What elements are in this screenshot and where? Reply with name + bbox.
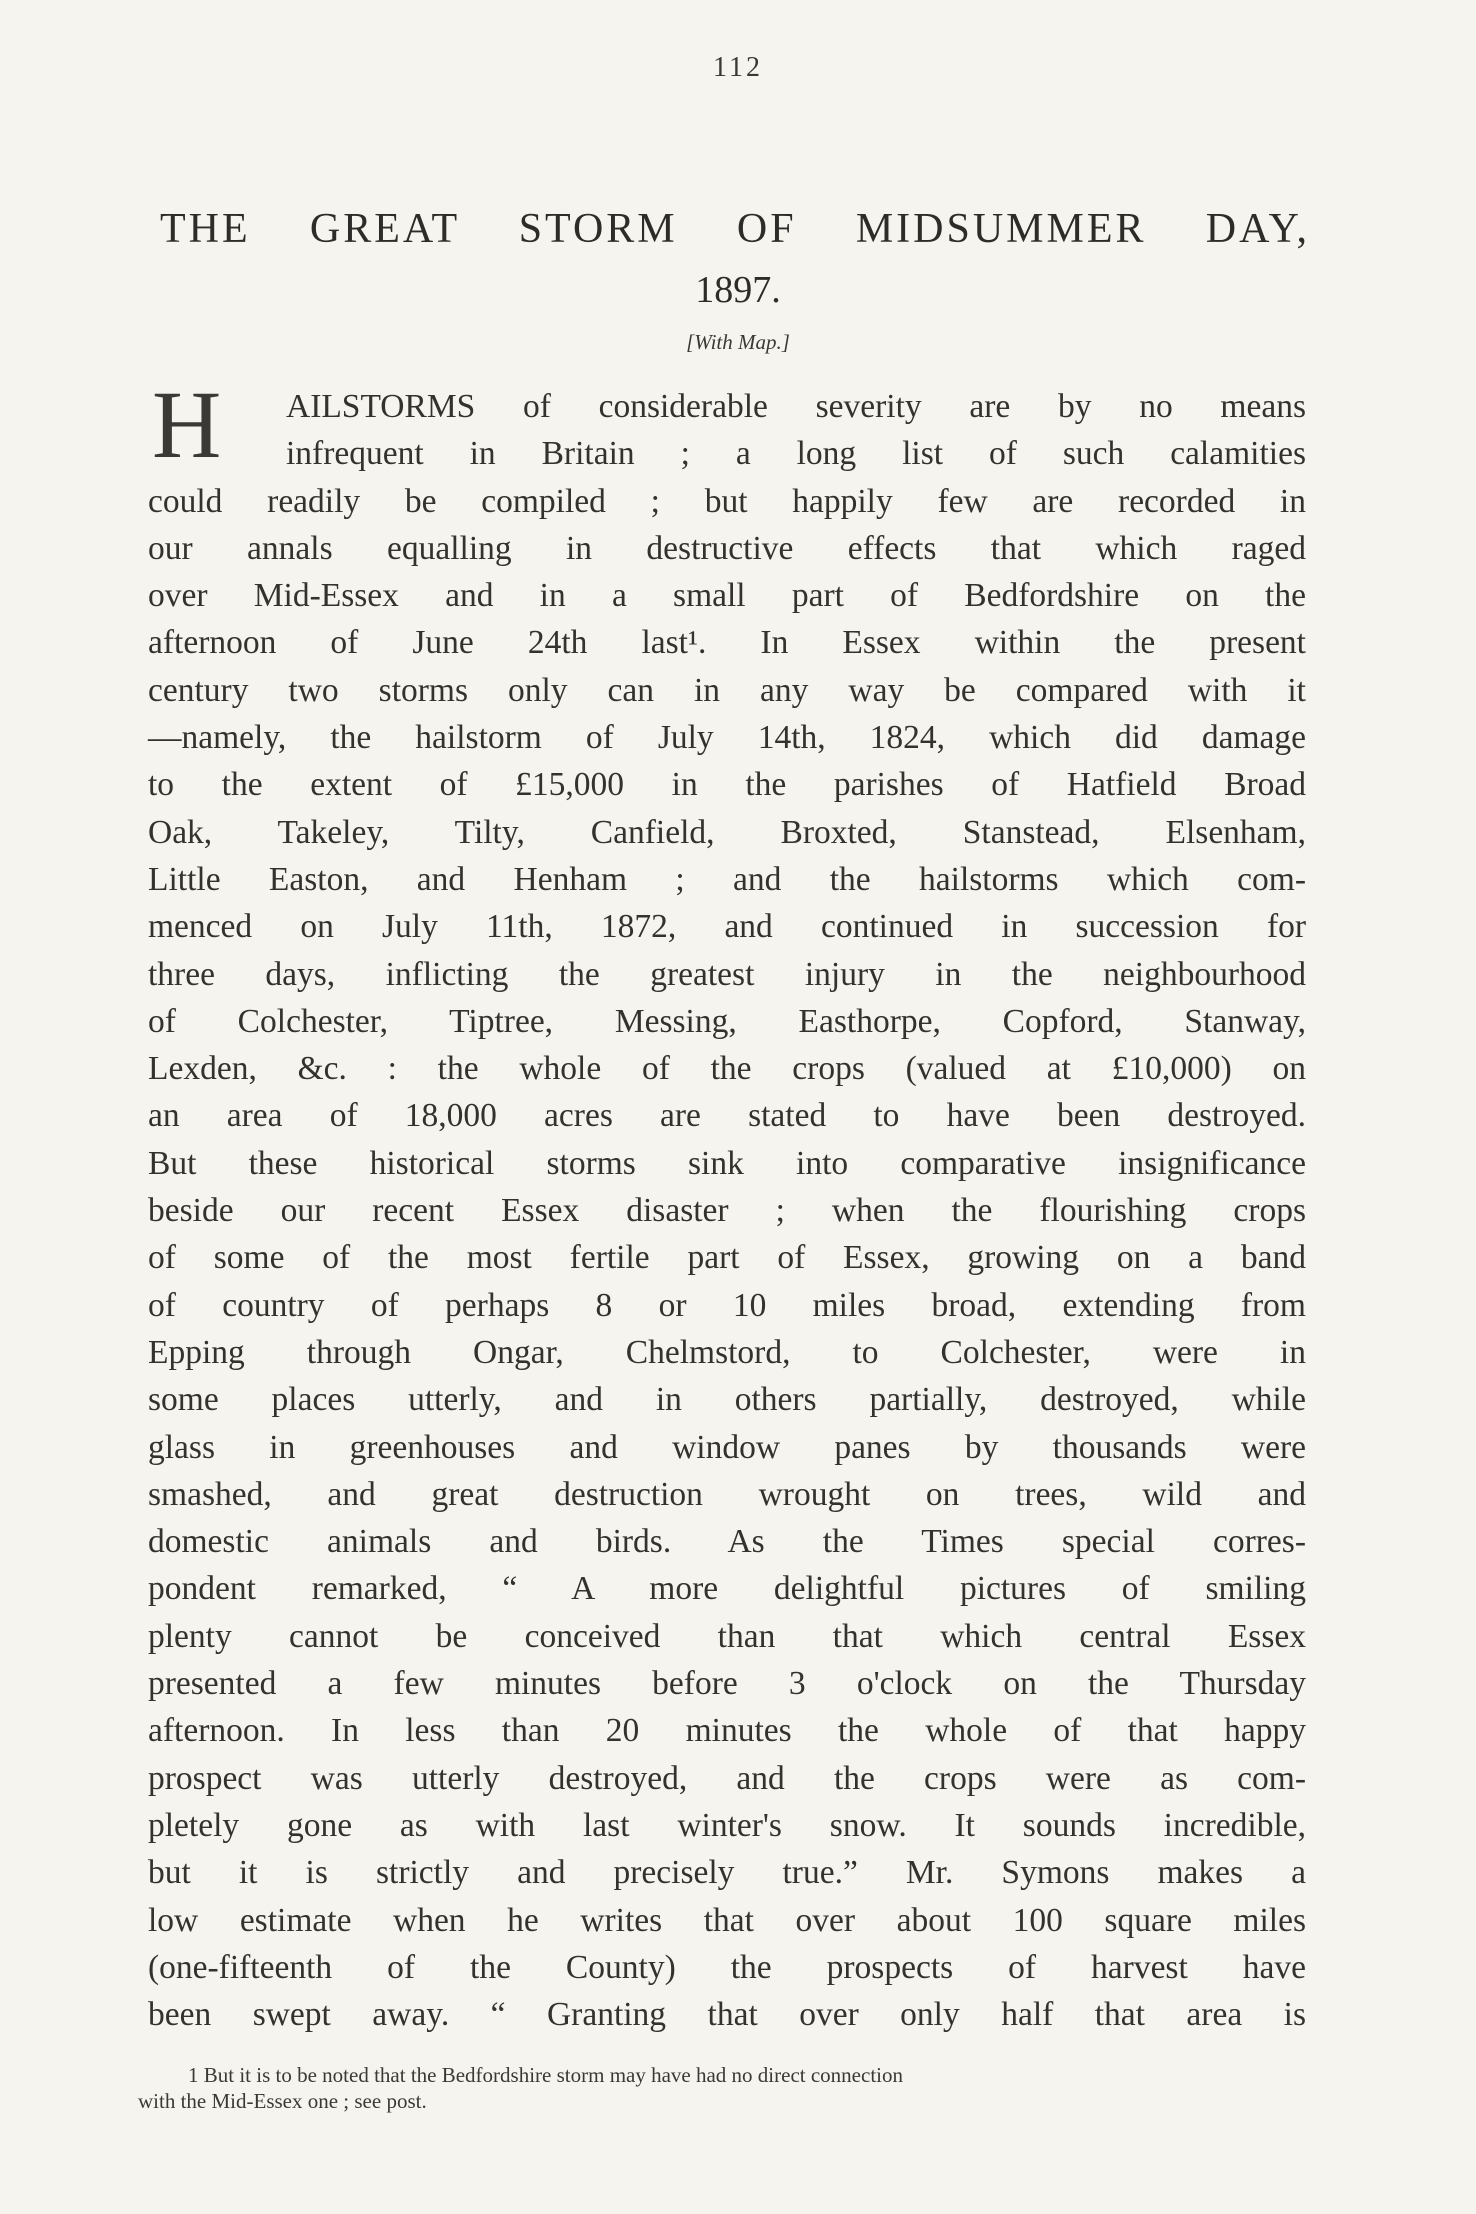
body-line: century two storms only can in any way be compared with it	[148, 671, 1306, 709]
article-subtitle: [With Map.]	[686, 330, 790, 354]
footnote	[138, 2062, 1288, 2114]
body-line: of country of perhaps 8 or 10 miles broad, extending from	[148, 1286, 1306, 1324]
body-line: pondent remarked, “ A more delightful pictures of smiling	[148, 1570, 1306, 1608]
article-title: THE GREAT STORM OF MIDSUMMER DAY,	[160, 206, 1310, 252]
body-line: infrequent in Britain ; a long list of such calamities	[286, 435, 1306, 473]
drop-cap: H	[152, 371, 222, 478]
page-number: 112	[713, 52, 763, 83]
body-line: But these historical storms sink into comparative insignificance	[148, 1144, 1306, 1182]
article-body	[148, 371, 1306, 2038]
body-line: Little Easton, and Henham ; and the hailstorms which com-	[148, 860, 1306, 898]
body-line: our annals equalling in destructive effects that which raged	[148, 529, 1306, 567]
body-line: —namely, the hailstorm of July 14th, 1824, which did damage	[148, 719, 1306, 757]
body-line: plenty cannot be conceived than that which central Essex	[148, 1617, 1306, 1655]
body-line: prospect was utterly destroyed, and the crops were as com-	[148, 1759, 1306, 1797]
footnote-line: with the Mid-Essex one ; see post.	[138, 2089, 427, 2113]
body-line: (one-fifteenth of the County) the prospects of harvest have	[148, 1948, 1306, 1986]
body-line: beside our recent Essex disaster ; when the flourishing crops	[148, 1192, 1306, 1230]
body-line: over Mid-Essex and in a small part of Bedfordshire on the	[148, 577, 1306, 615]
body-line: Lexden, &c. : the whole of the crops (valued at £10,000) on	[148, 1050, 1306, 1088]
body-line: domestic animals and birds. As the Times special corres-	[148, 1523, 1306, 1561]
body-line: of some of the most fertile part of Essex, growing on a band	[148, 1239, 1306, 1277]
body-line: presented a few minutes before 3 o'clock on the Thursday	[148, 1665, 1306, 1703]
body-line: menced on July 11th, 1872, and continued in succession for	[148, 908, 1306, 946]
body-line: been swept away. “ Granting that over only half that area is	[148, 1996, 1306, 2034]
body-line: Oak, Takeley, Tilty, Canfield, Broxted, Stanstead, Elsenham,	[148, 813, 1306, 851]
body-line: smashed, and great destruction wrought on trees, wild and	[148, 1475, 1306, 1513]
body-line: afternoon of June 24th last¹. In Essex within the present	[148, 624, 1306, 662]
body-line: afternoon. In less than 20 minutes the whole of that happy	[148, 1712, 1306, 1750]
body-line: of Colchester, Tiptree, Messing, Easthorpe, Copford, Stanway,	[148, 1002, 1306, 1040]
body-line: three days, inflicting the greatest injury in the neighbourhood	[148, 955, 1306, 993]
body-line: but it is strictly and precisely true.” Mr. Symons makes a	[148, 1854, 1306, 1892]
footnote-line: 1 But it is to be noted that the Bedfordshire storm may have had no direct connection	[188, 2063, 903, 2087]
body-line: AILSTORMS of considerable severity are by no means	[286, 388, 1306, 425]
body-line: Epping through Ongar, Chelmstord, to Colchester, were in	[148, 1333, 1306, 1371]
body-line: an area of 18,000 acres are stated to have been destroyed.	[148, 1097, 1306, 1135]
body-line: some places utterly, and in others partially, destroyed, while	[148, 1381, 1306, 1419]
body-line: low estimate when he writes that over about 100 square miles	[148, 1901, 1306, 1939]
article-year: 1897.	[695, 269, 781, 311]
body-line: could readily be compiled ; but happily few are recorded in	[148, 482, 1306, 520]
body-line: pletely gone as with last winter's snow. It sounds incredible,	[148, 1806, 1306, 1844]
body-line: glass in greenhouses and window panes by thousands were	[148, 1428, 1306, 1466]
body-line: to the extent of £15,000 in the parishes of Hatfield Broad	[148, 766, 1306, 804]
